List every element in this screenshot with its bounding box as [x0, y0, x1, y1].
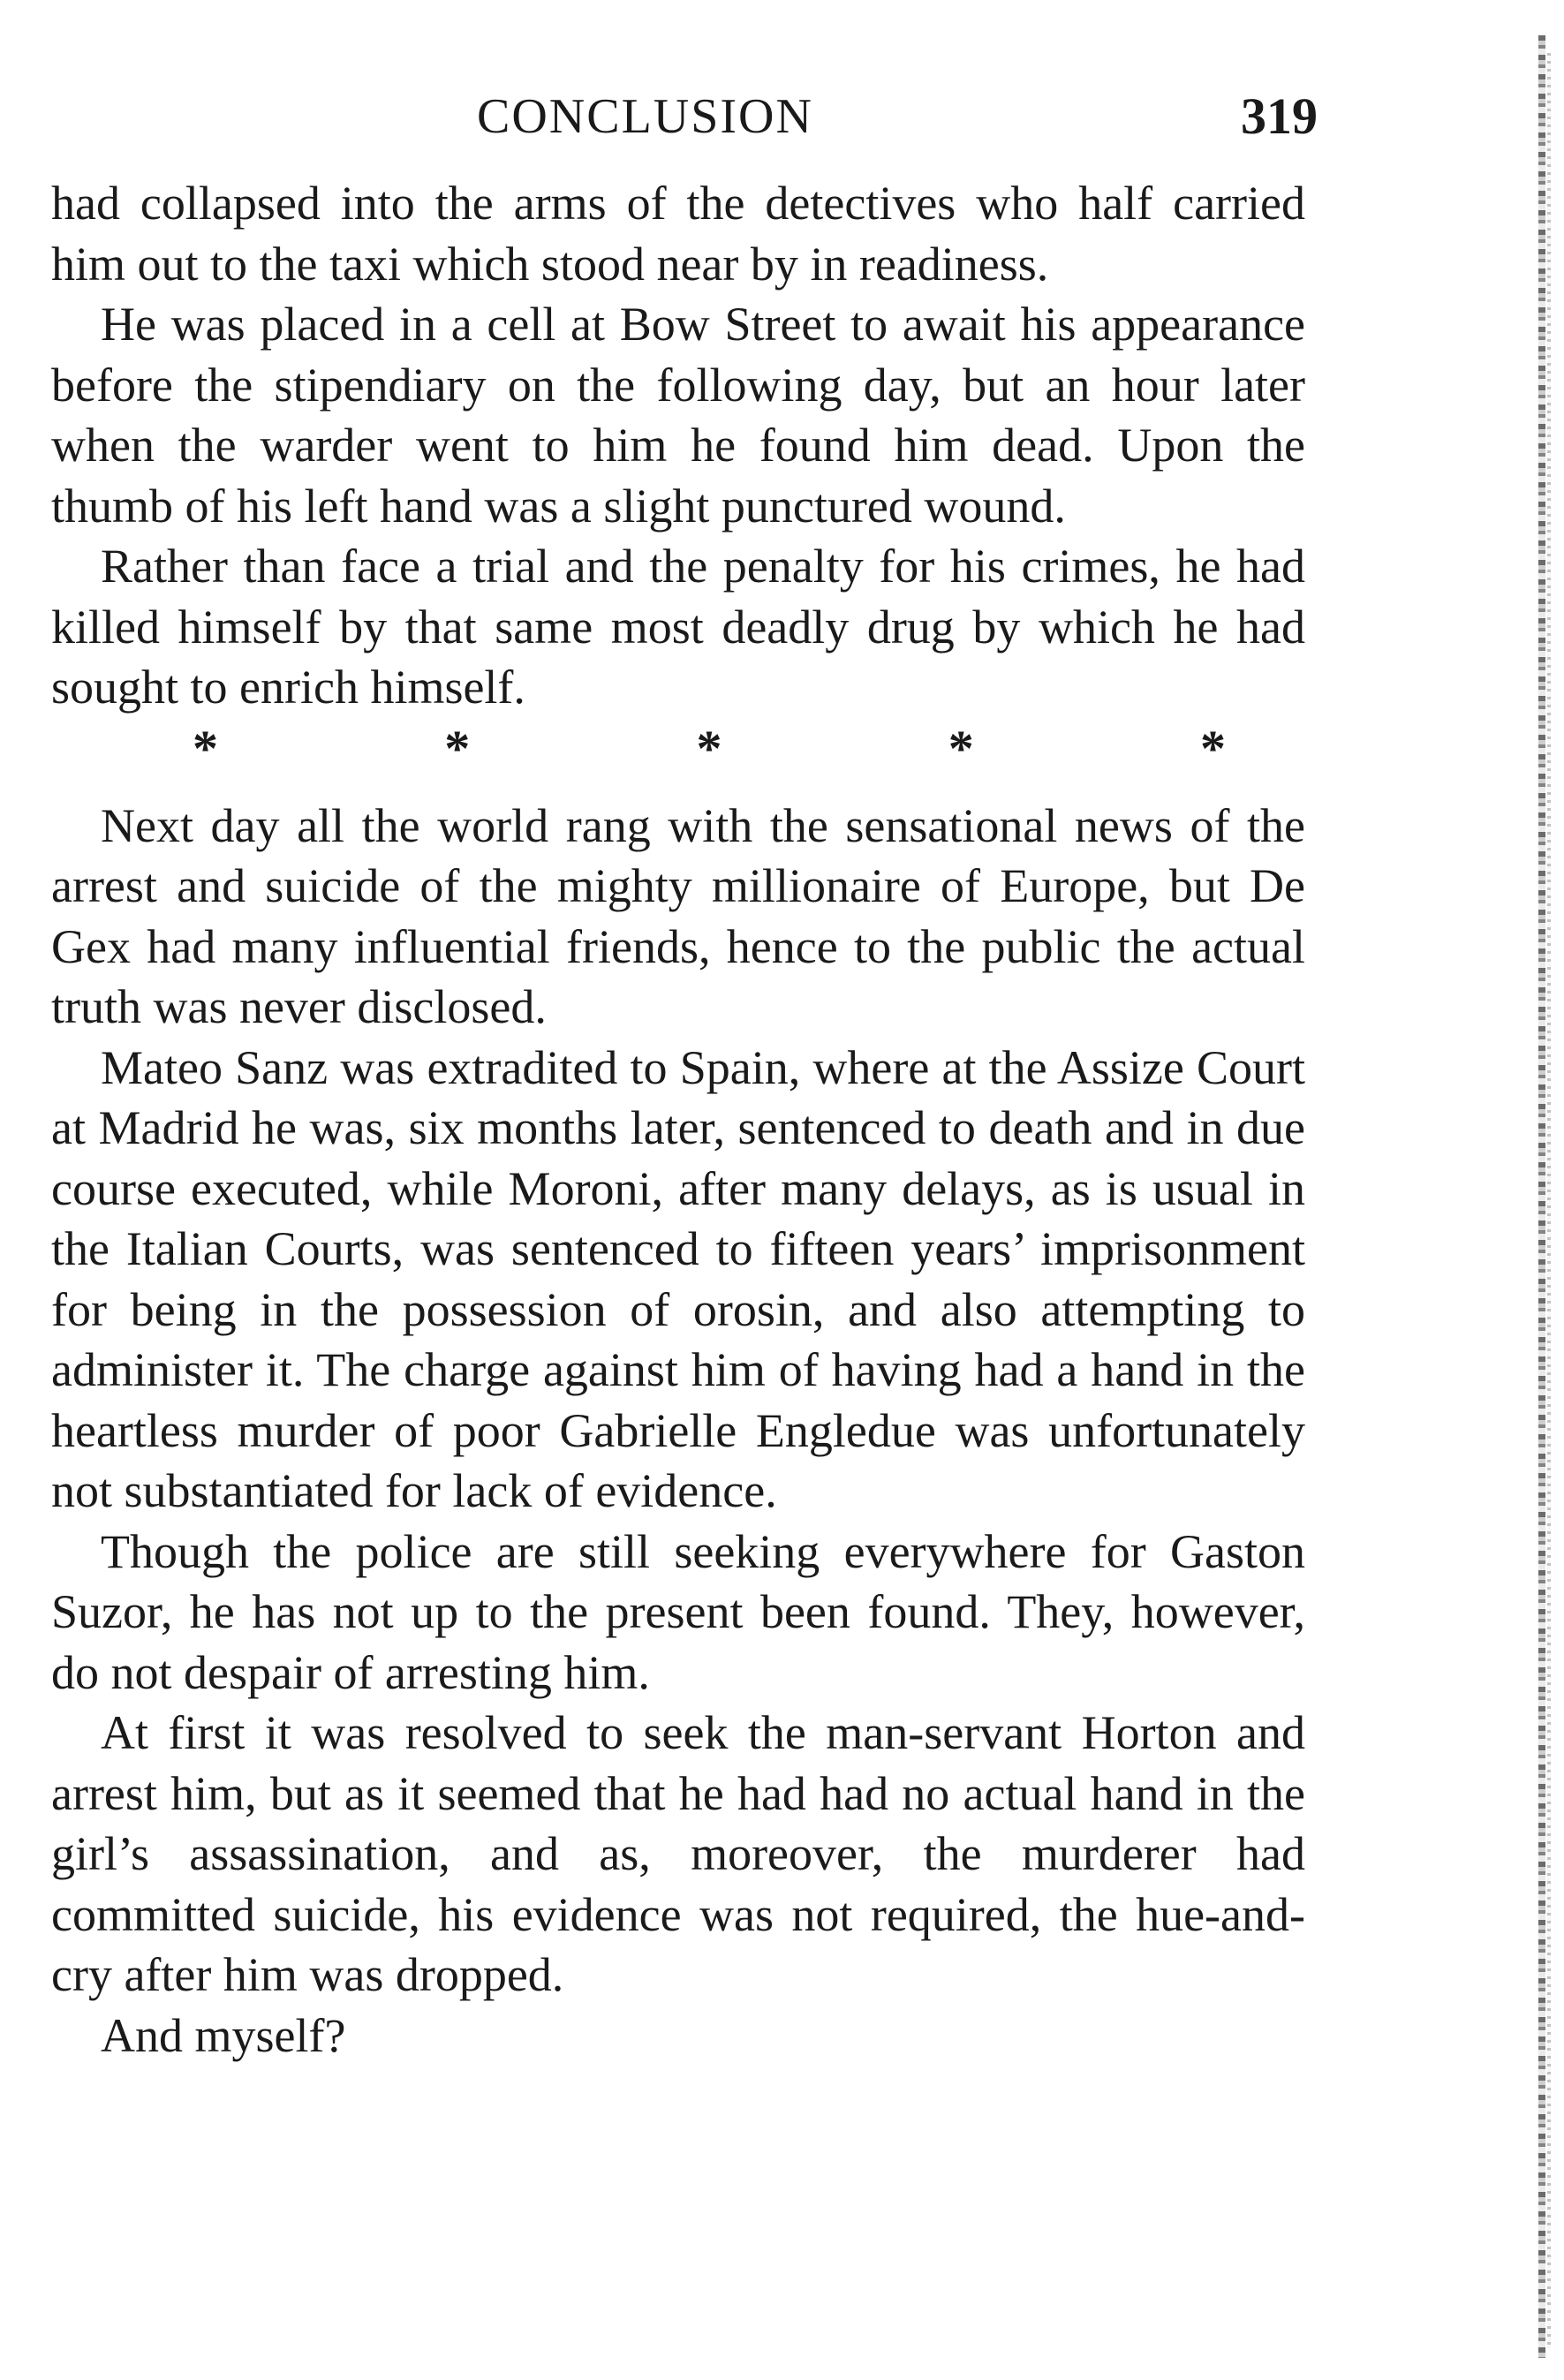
- section-break-star: *: [1200, 719, 1226, 777]
- body-text: [51, 173, 1305, 2066]
- paragraph-1: had collapsed into the arms of the detectives who half carried him out to the taxi which stood near by in readiness.: [51, 177, 1305, 291]
- paragraph-7: At first it was resolved to seek the man-servant Horton and arrest him, but as it seemed that he had had no actual hand in the girl’s assassination, and as, moreover, the murderer had committed suicide, his evidence was not required, the hue-and-cry after him was dropped.: [51, 1706, 1305, 2001]
- running-title: CONCLUSION: [477, 89, 813, 144]
- running-header: [0, 81, 1564, 152]
- paragraph-2: He was placed in a cell at Bow Street to await his appearance before the stipendiary on the following day, but an hour later when the warder went to him he found him dead. Upon the thumb of his left hand was a slight punctured wound.: [51, 298, 1305, 533]
- section-break-star: *: [948, 719, 974, 777]
- section-break: [51, 720, 1305, 778]
- page-number: 319: [1241, 87, 1318, 145]
- paragraph-8: And myself?: [101, 2008, 346, 2062]
- paragraph-6: Though the police are still seeking everywhere for Gaston Suzor, he has not up to the present been found. They, however, do not despair of arresting him.: [51, 1524, 1305, 1699]
- section-break-star: *: [193, 719, 218, 777]
- section-break-star: *: [444, 719, 471, 777]
- paragraph-4: Next day all the world rang with the sensational news of the arrest and suicide of the mighty millionaire of Europe, but De Gex had many influential friends, hence to the public the actual truth was never disclosed.: [51, 798, 1305, 1033]
- section-break-star: *: [696, 719, 722, 777]
- page-edge-shadow: [1538, 35, 1545, 2358]
- page-edge-shadow: [1547, 53, 1551, 2349]
- paragraph-5: Mateo Sanz was extradited to Spain, where at the Assize Court at Madrid he was, six months later, sentenced to death and in due course executed, while Moroni, after many delays, as is usual in the Italian Courts, was sentenced to fifteen years’ imprisonment for being in the possession of orosin, and also attempting to administer it. The charge against him of having had a hand in the heartless murder of poor Gabrielle Engledue was unfortunately not substantiated for lack of evidence.: [51, 1040, 1305, 1517]
- paragraph-3: Rather than face a trial and the penalty for his crimes, he had killed himself by that same most deadly drug by which he had sought to enrich himself.: [51, 540, 1305, 714]
